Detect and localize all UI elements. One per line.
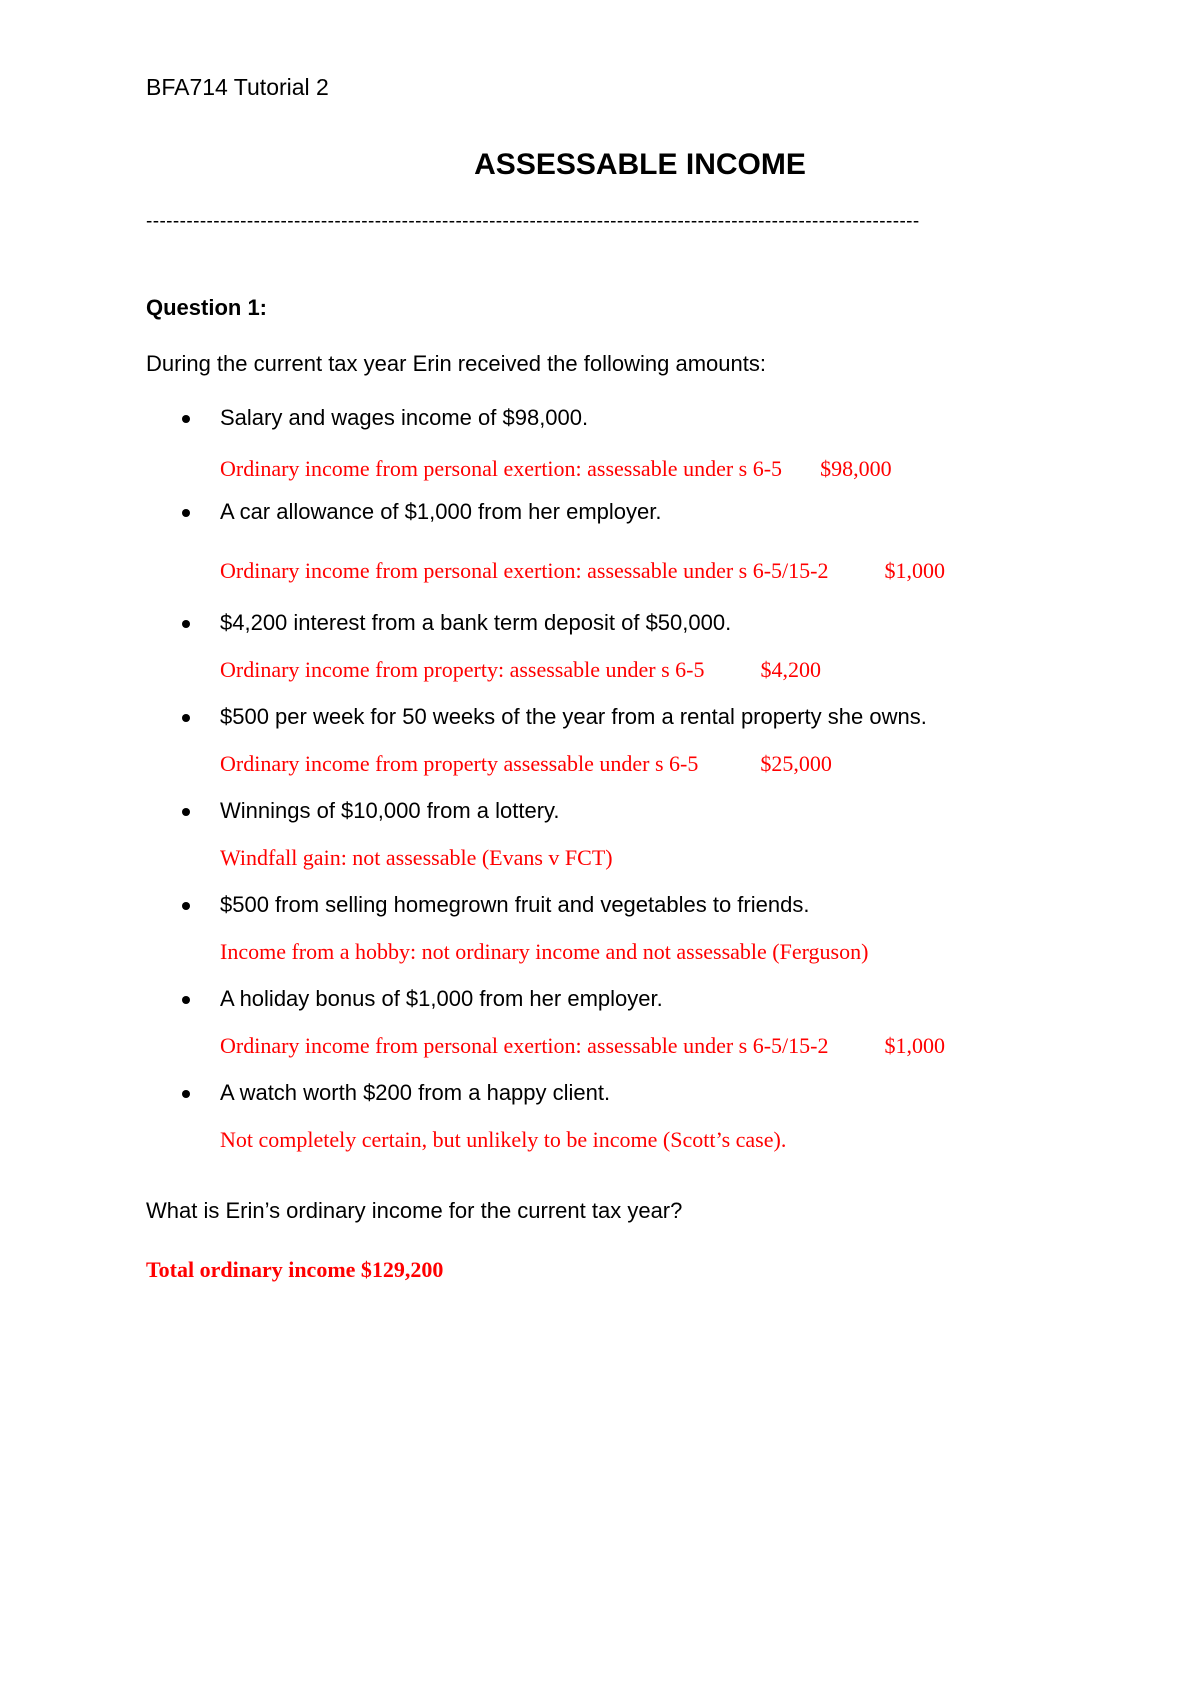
bullet-icon	[182, 902, 190, 910]
item-answer	[220, 843, 613, 873]
item-answer	[220, 749, 832, 779]
item-text: Winnings of $10,000 from a lottery.	[220, 798, 560, 823]
answer-amount: $98,000	[820, 456, 892, 481]
bullet-icon	[182, 714, 190, 722]
bullet-icon	[182, 808, 190, 816]
answer-amount: $4,200	[760, 657, 821, 682]
total-answer: Total ordinary income $129,200	[146, 1257, 444, 1282]
item-text: $500 from selling homegrown fruit and vegetables to friends.	[220, 892, 810, 917]
item-answer	[220, 655, 821, 685]
answer-amount: $1,000	[884, 1033, 945, 1058]
answer-text: Ordinary income from personal exertion: assessable under s 6-5/15-2	[220, 1033, 829, 1058]
item-answer	[220, 1125, 786, 1155]
answer-text: Ordinary income from property: assessable under s 6-5	[220, 657, 705, 682]
item-text: A car allowance of $1,000 from her employer.	[220, 499, 662, 524]
item-text: A holiday bonus of $1,000 from her employer.	[220, 986, 663, 1011]
item-text: Salary and wages income of $98,000.	[220, 405, 589, 430]
bullet-icon	[182, 415, 190, 423]
question-prompt: What is Erin’s ordinary income for the current tax year?	[146, 1198, 683, 1223]
bullet-icon	[182, 509, 190, 517]
answer-amount: $1,000	[884, 558, 945, 583]
bullet-icon	[182, 996, 190, 1004]
question-intro: During the current tax year Erin received the following amounts:	[146, 351, 766, 376]
item-answer	[220, 1031, 945, 1061]
item-text: $500 per week for 50 weeks of the year from a rental property she owns.	[220, 704, 927, 729]
page-title: ASSESSABLE INCOME	[474, 148, 806, 181]
item-text: A watch worth $200 from a happy client.	[220, 1080, 611, 1105]
item-answer	[220, 454, 892, 484]
item-text: $4,200 interest from a bank term deposit of $50,000.	[220, 610, 732, 635]
bullet-icon	[182, 1090, 190, 1098]
answer-text: Windfall gain: not assessable (Evans v FCT)	[220, 845, 613, 870]
item-answer	[220, 937, 868, 967]
divider-line: -------------------------------------------------------------------------------------------------------------------	[146, 211, 920, 232]
answer-amount: $25,000	[760, 751, 832, 776]
answer-text: Not completely certain, but unlikely to be income (Scott’s case).	[220, 1127, 787, 1152]
answer-text: Ordinary income from personal exertion: assessable under s 6-5	[220, 456, 783, 481]
bullet-icon	[182, 620, 190, 628]
answer-text: Income from a hobby: not ordinary income and not assessable (Ferguson)	[220, 939, 869, 964]
answer-text: Ordinary income from personal exertion: assessable under s 6-5/15-2	[220, 558, 829, 583]
question-heading: Question 1:	[146, 295, 268, 320]
document-header: BFA714 Tutorial 2	[146, 74, 329, 100]
answer-text: Ordinary income from property assessable under s 6-5	[220, 751, 699, 776]
item-answer	[220, 556, 945, 586]
